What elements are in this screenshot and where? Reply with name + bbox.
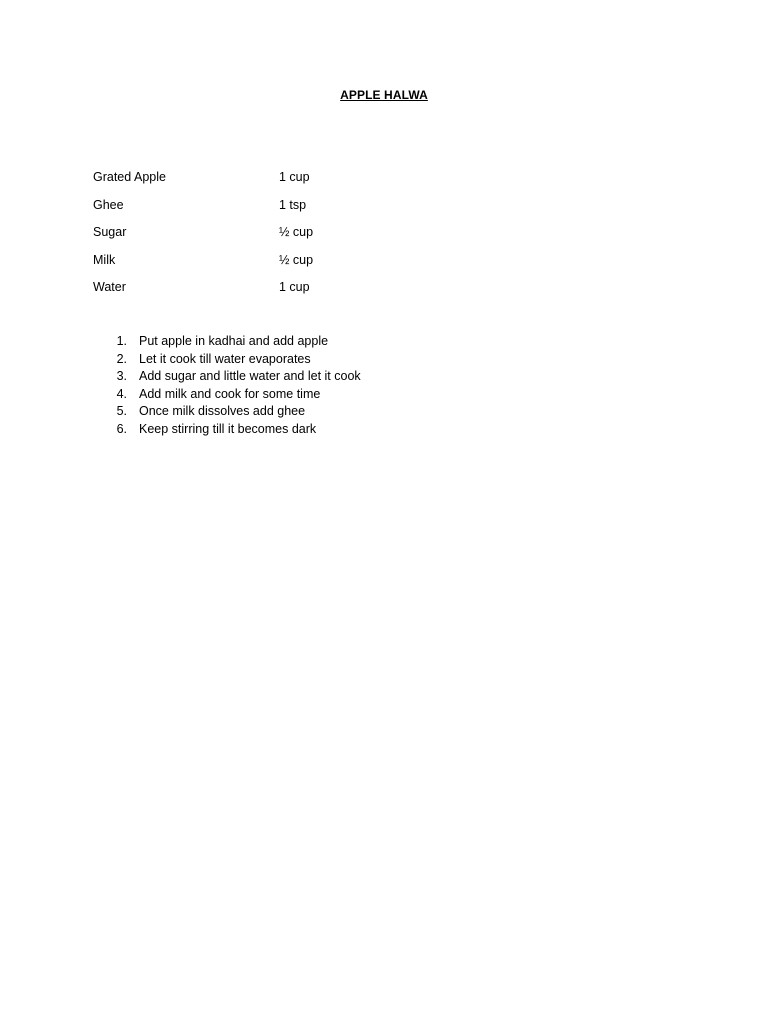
step-text: Add milk and cook for some time (139, 386, 321, 401)
ingredient-name: Milk (93, 252, 116, 267)
step-item (93, 403, 593, 421)
page-title: APPLE HALWA (340, 88, 428, 102)
ingredient-row (93, 169, 493, 197)
step-item (93, 333, 593, 351)
step-number: 1. (116, 334, 127, 348)
ingredient-quantity: ½ cup (279, 225, 314, 239)
step-text: Add sugar and little water and let it cook (139, 369, 361, 384)
ingredient-name: Sugar (93, 225, 127, 239)
ingredient-quantity: 1 cup (279, 280, 310, 294)
step-text: Let it cook till water evaporates (139, 351, 311, 366)
step-number: 3. (116, 369, 127, 384)
ingredient-row (93, 279, 493, 307)
step-text: Once milk dissolves add ghee (139, 404, 306, 419)
ingredient-name: Water (93, 280, 126, 294)
ingredient-row (93, 252, 493, 280)
ingredient-name: Ghee (93, 197, 124, 212)
steps-list (93, 333, 593, 439)
step-item (93, 351, 593, 369)
step-text: Keep stirring till it becomes dark (139, 421, 317, 436)
step-number: 6. (116, 421, 127, 436)
ingredient-quantity: ½ cup (279, 252, 314, 267)
step-number: 4. (116, 386, 127, 401)
step-item (93, 386, 593, 404)
ingredient-quantity: 1 tsp (279, 197, 307, 212)
step-number: 2. (116, 351, 127, 366)
ingredient-quantity: 1 cup (279, 170, 310, 184)
ingredient-row (93, 224, 493, 252)
step-item (93, 421, 593, 439)
ingredient-name: Grated Apple (93, 170, 166, 184)
ingredients-list (93, 169, 493, 307)
step-number: 5. (116, 404, 127, 419)
step-item (93, 368, 593, 386)
step-text: Put apple in kadhai and add apple (139, 334, 329, 348)
ingredient-row (93, 197, 493, 225)
